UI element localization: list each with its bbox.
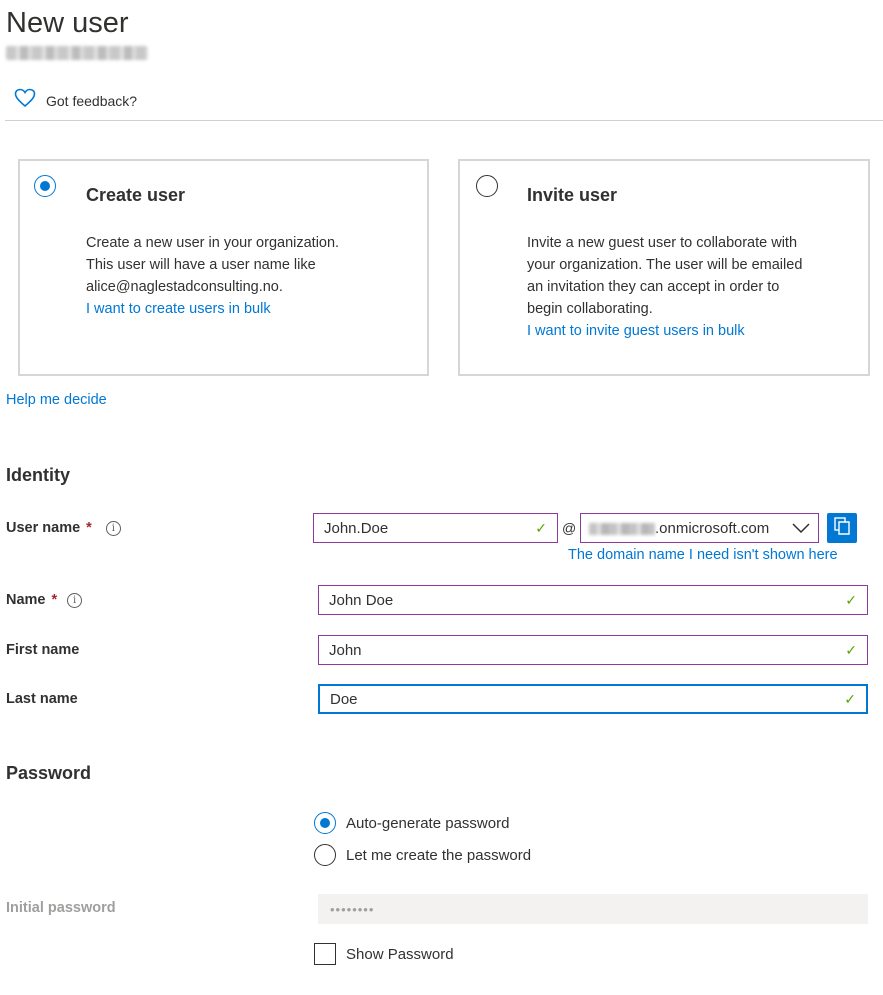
invite-user-card[interactable] xyxy=(458,159,870,376)
heart-icon xyxy=(14,88,36,113)
chevron-down-icon xyxy=(792,520,810,537)
at-symbol: @ xyxy=(562,520,577,536)
name-input[interactable]: John Doe ✓ xyxy=(318,585,868,615)
feedback-label: Got feedback? xyxy=(46,92,138,109)
info-icon[interactable]: i xyxy=(67,593,82,608)
page-title: New user xyxy=(6,7,129,39)
create-user-radio[interactable] xyxy=(34,175,56,197)
info-icon[interactable]: i xyxy=(106,521,121,536)
feedback-link[interactable] xyxy=(14,88,137,113)
help-me-decide-link[interactable]: Help me decide xyxy=(6,392,107,408)
invite-user-description: Invite a new guest user to collaborate with your organization. The user will be emailed an invitation they can accept in order to begin collaborating. I want to invite guest users in bulk xyxy=(527,232,802,342)
identity-section-title: Identity xyxy=(6,465,71,485)
domain-value: .onmicrosoft.com xyxy=(589,520,769,537)
required-asterisk: * xyxy=(86,520,92,536)
last-name-input[interactable]: Doe ✓ xyxy=(318,684,868,714)
tenant-name-blurred xyxy=(6,46,148,60)
create-user-description: Create a new user in your organization. This user will have a user name like alice@naglestadconsulting.no. I want to create users in bulk xyxy=(86,232,339,320)
header-divider xyxy=(5,120,883,121)
show-password-checkbox[interactable] xyxy=(314,943,336,965)
create-user-title: Create user xyxy=(86,185,186,205)
valid-check-icon: ✓ xyxy=(845,641,857,658)
auto-generate-password-option[interactable]: Auto-generate password xyxy=(314,812,509,834)
invite-user-radio[interactable] xyxy=(476,175,498,197)
invite-user-title: Invite user xyxy=(527,185,618,205)
first-name-label: First name xyxy=(6,642,80,658)
required-asterisk: * xyxy=(51,592,58,608)
valid-check-icon: ✓ xyxy=(844,690,856,707)
copy-button[interactable] xyxy=(827,513,857,543)
create-bulk-link[interactable]: I want to create users in bulk xyxy=(86,301,271,317)
domain-not-shown-link[interactable]: The domain name I need isn't shown here xyxy=(568,547,838,563)
initial-password-field: •••••••• xyxy=(318,894,868,924)
username-label: User name * i xyxy=(6,520,121,536)
create-user-card[interactable] xyxy=(18,159,429,376)
invite-bulk-link[interactable]: I want to invite guest users in bulk xyxy=(527,323,745,339)
domain-dropdown[interactable] xyxy=(580,513,819,543)
name-label: Name * i xyxy=(6,592,82,608)
valid-check-icon: ✓ xyxy=(535,519,547,536)
auto-generate-radio[interactable] xyxy=(314,812,336,834)
create-password-radio[interactable] xyxy=(314,844,336,866)
domain-prefix-blurred xyxy=(589,523,655,535)
last-name-label: Last name xyxy=(6,691,78,707)
valid-check-icon: ✓ xyxy=(845,591,857,608)
username-input[interactable]: John.Doe ✓ xyxy=(313,513,558,543)
initial-password-label: Initial password xyxy=(6,900,116,916)
copy-icon xyxy=(834,517,850,540)
create-password-option[interactable]: Let me create the password xyxy=(314,844,531,866)
first-name-input[interactable]: John ✓ xyxy=(318,635,868,665)
password-section-title: Password xyxy=(6,763,92,783)
show-password-option[interactable]: Show Password xyxy=(314,943,454,965)
